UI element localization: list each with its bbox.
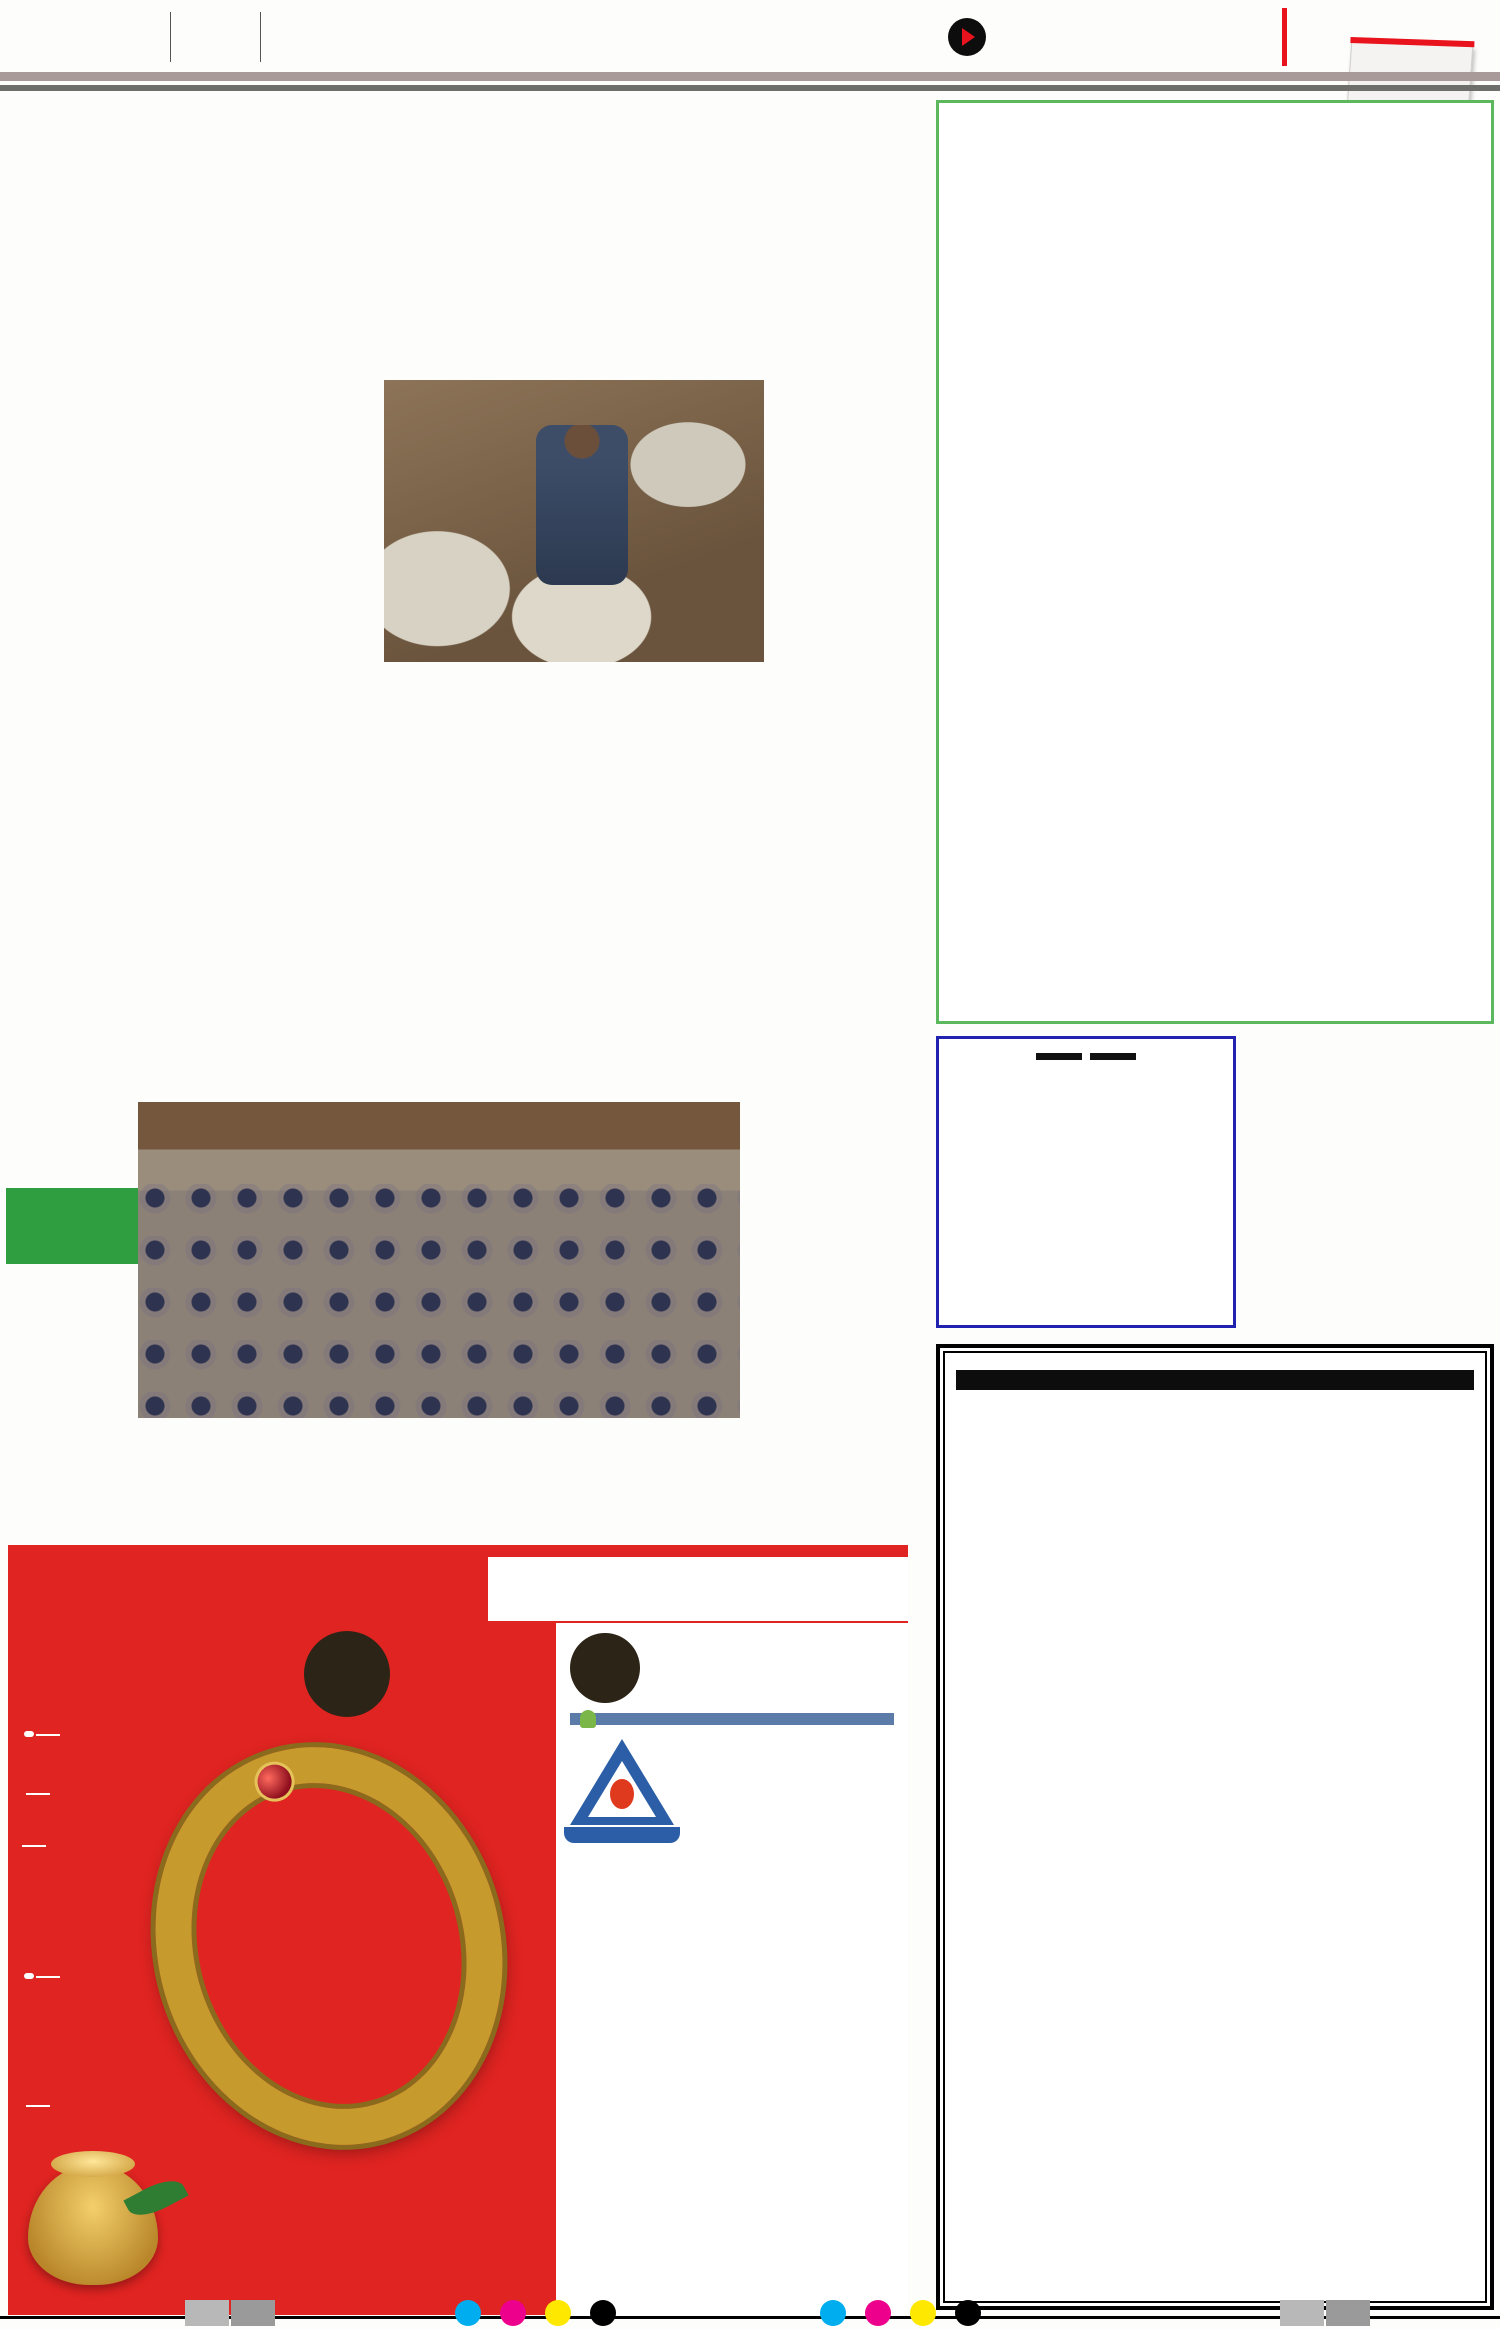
- hallmark-ad-header: [8, 1557, 908, 1621]
- ganja-body-right: [770, 172, 930, 590]
- gold-pot-image: [28, 2165, 158, 2285]
- hallmark-title-right: [488, 1557, 908, 1621]
- hallmark-app-band: [570, 1713, 894, 1725]
- print-gray-patch: [1280, 2300, 1324, 2326]
- job-body: [748, 1034, 930, 1530]
- lok-adalat-notice: [936, 1344, 1494, 2310]
- hallmark-ad: [8, 1545, 908, 2315]
- bis-logo-icon: [570, 1739, 674, 1847]
- print-gray-patch: [1326, 2300, 1370, 2326]
- masthead-divider: [170, 12, 171, 62]
- masthead-rule-top: [0, 72, 1500, 81]
- lok-adalat-subtitle: [956, 1370, 1474, 1390]
- darudia-ad: [936, 1036, 1236, 1328]
- hallmark-info-panel: [556, 1623, 908, 2315]
- registration-dot-black: [590, 2300, 616, 2326]
- hallmark-consumer-club-badge: [304, 1631, 390, 1717]
- cm-article-box: [936, 100, 1494, 1024]
- edition-marker-icon: [948, 18, 986, 56]
- gold-bangle-image: [109, 1706, 549, 2187]
- print-gray-patch: [185, 2300, 229, 2326]
- registration-dot-cyan: [820, 2300, 846, 2326]
- aisf-day-body: [8, 1262, 132, 1530]
- ganja-body-mid-top: [384, 168, 764, 240]
- bis-dot-icon: [610, 1779, 634, 1809]
- masthead-rule-bottom: [0, 85, 1500, 91]
- hallmark-title-left: [8, 1557, 488, 1621]
- darudia-contact-label: [939, 1053, 1233, 1060]
- registration-dot-magenta: [865, 2300, 891, 2326]
- masthead-divider-2: [260, 12, 261, 62]
- registration-dot-yellow: [910, 2300, 936, 2326]
- tree-body: [8, 678, 132, 1178]
- hallmark-callout-certificate: [24, 1731, 34, 1737]
- registration-dot-magenta: [500, 2300, 526, 2326]
- bis-tagline: [564, 1827, 680, 1843]
- edu-body-right: [570, 1258, 740, 1470]
- print-gray-patch: [231, 2300, 275, 2326]
- registration-dot-black: [955, 2300, 981, 2326]
- youth-body: [138, 1026, 740, 1174]
- ganja-body-mid-bottom: [384, 552, 764, 590]
- cm-body-columns: [949, 121, 1481, 891]
- registration-dot-yellow: [545, 2300, 571, 2326]
- edu-body-left: [138, 1258, 246, 1470]
- dpp-body: [8, 196, 132, 586]
- ganja-photo: [384, 380, 764, 662]
- hallmark-callout-year: [24, 1973, 34, 1979]
- registration-dot-cyan: [455, 2300, 481, 2326]
- murder-body: [748, 672, 930, 996]
- ganja-body-left: [138, 172, 376, 590]
- edu-body-bottom: [138, 1478, 740, 1532]
- consumer-club-badge-2: [570, 1633, 640, 1703]
- masthead-red-bar: [1282, 8, 1287, 66]
